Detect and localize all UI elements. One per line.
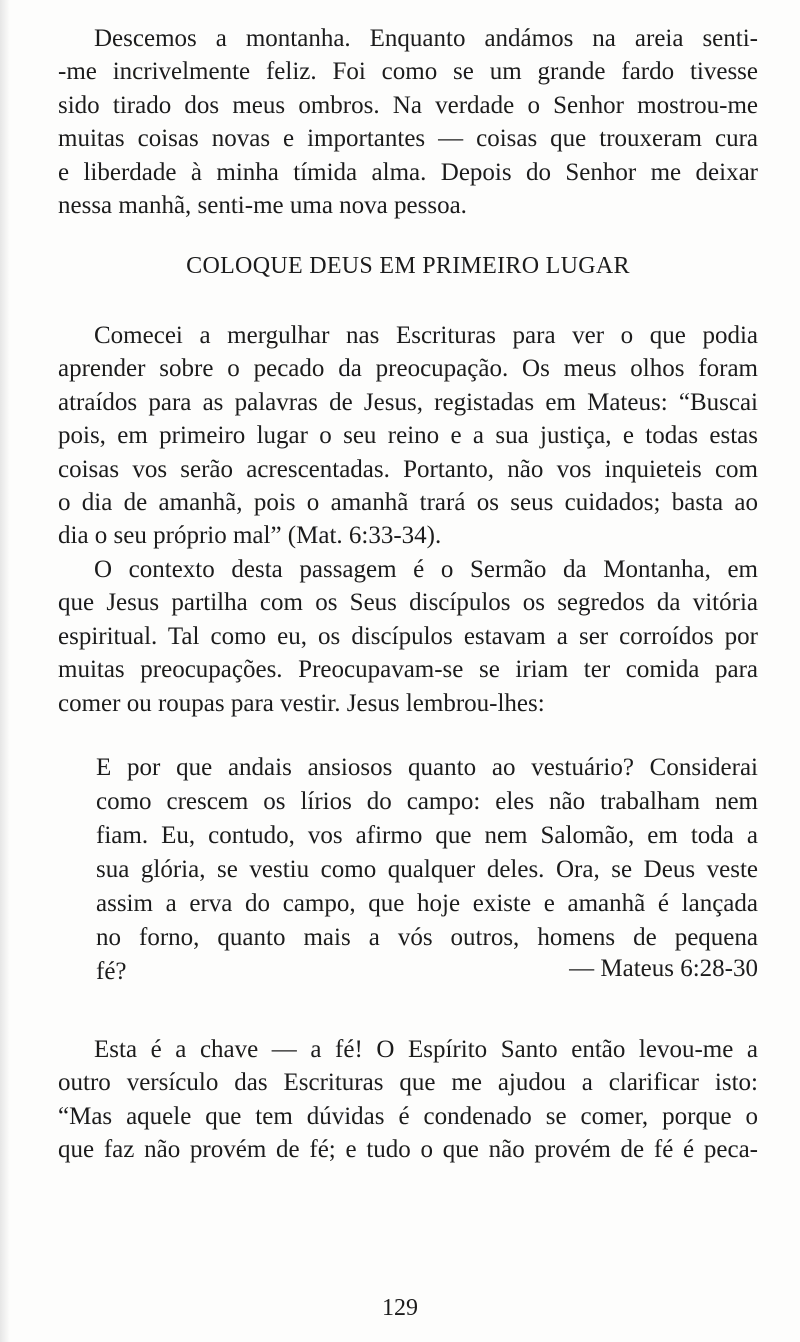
text-line: e liberdade à minha tímida alma. Depois do Senhor me deixar [58,158,758,186]
text-line: muitas coisas novas e importantes — coisas que trouxeram cura [58,125,758,153]
text-line: dia o seu próprio mal” (Mat. 6:33-34). [58,522,442,550]
text-line: comer ou roupas para vestir. Jesus lembrou-lhes: [58,689,545,717]
quote-attribution: — Mateus 6:28-30 [569,955,758,982]
page-number: 129 [382,1295,418,1321]
text-line: -me incrivelmente feliz. Foi como se um grande fardo tivesse [58,58,758,86]
quote-line: assim a erva do campo, que hoje existe e amanhã é lançada [96,890,758,917]
text-line: pois, em primeiro lugar o seu reino e a sua justiça, e todas estas [58,422,758,450]
text-line: Descemos a montanha. Enquanto andámos na areia senti- [94,25,758,52]
text-line: coisas vos serão acrescentadas. Portanto, não vos inquieteis com [58,455,758,483]
scripture-quote [96,751,758,989]
paragraph-context [58,553,758,720]
text-line: nessa manhã, senti-me uma nova pessoa. [58,192,467,220]
quote-line: E por que andais ansiosos quanto ao vestuário? Considerai [96,754,758,781]
paragraph-scriptures [58,319,758,553]
quote-line: fé? [96,958,127,985]
text-line: muitas preocupações. Preocupavam-se se iriam ter comida para [58,656,758,684]
text-line: O contexto desta passagem é o Sermão da Montanha, em [94,556,758,583]
text-line: espiritual. Tal como eu, os discípulos estavam a ser corroídos por [58,622,758,650]
text-line: “Mas aquele que tem dúvidas é condenado se comer, porque o [58,1102,758,1130]
text-line: Esta é a chave — a fé! O Espírito Santo então levou-me a [94,1036,758,1063]
text-line: que Jesus partilha com os Seus discípulos os segredos da vitória [58,589,758,617]
quote-line: como crescem os lírios do campo: eles não trabalham nem [96,788,758,815]
text-line: atraídos para as palavras de Jesus, registadas em Mateus: “Buscai [58,388,758,416]
text-line: aprender sobre o pecado da preocupação. Os meus olhos foram [58,355,758,383]
paragraph-faith [58,1033,758,1167]
page-edge-shadow [0,0,10,1342]
text-line: o dia de amanhã, pois o amanhã trará os seus cuidados; basta ao [58,489,758,517]
text-line: que faz não provém de fé; e tudo o que não provém de fé é peca- [58,1136,758,1164]
quote-line: sua glória, se vestiu como qualquer deles. Ora, se Deus veste [96,856,758,883]
text-line: Comecei a mergulhar nas Escrituras para ver o que podia [94,322,758,349]
section-heading: COLOQUE DEUS EM PRIMEIRO LUGAR [186,253,630,279]
quote-line: fiam. Eu, contudo, vos afirmo que nem Salomão, em toda a [96,822,758,849]
text-line: sido tirado dos meus ombros. Na verdade o Senhor mostrou-me [58,91,758,119]
paragraph-descent [58,22,758,222]
text-line: outro versículo das Escrituras que me ajudou a clarificar isto: [58,1069,758,1097]
quote-line: no forno, quanto mais a vós outros, homens de pequena [96,924,758,951]
